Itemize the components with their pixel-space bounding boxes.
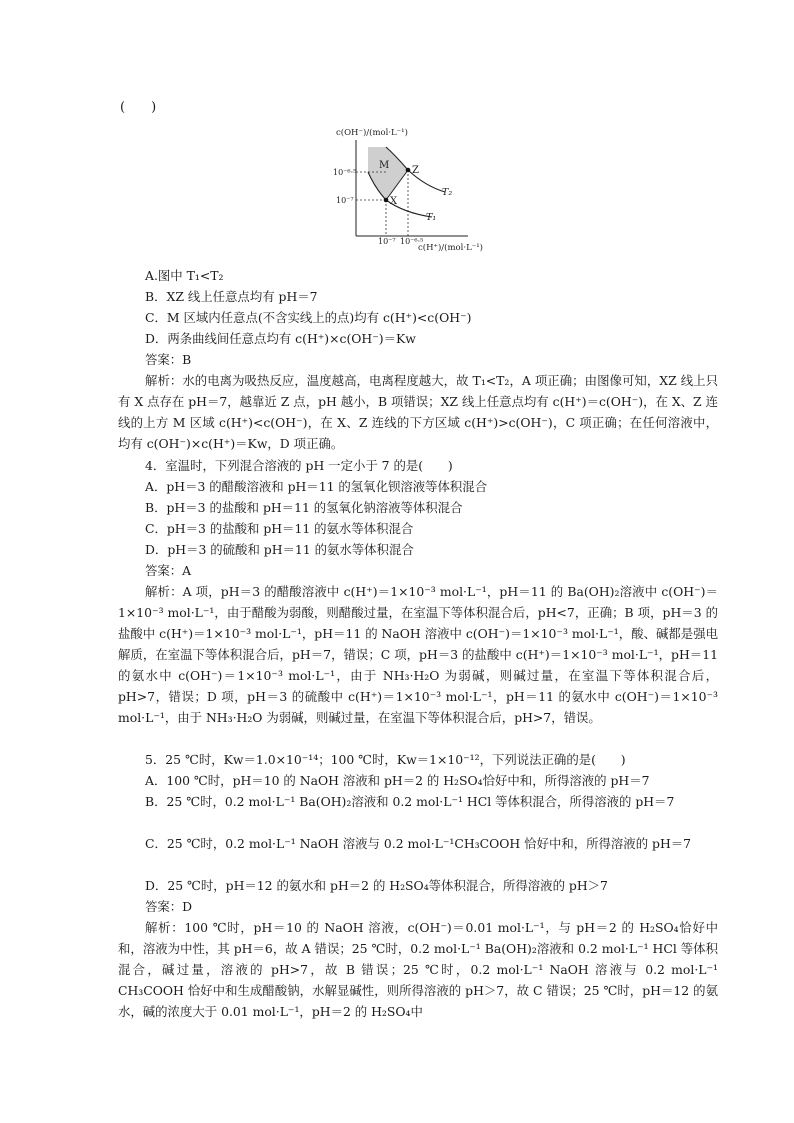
- label-z: Z: [412, 165, 419, 176]
- y-axis-label: c(OH⁻)/(mol·L⁻¹): [336, 128, 408, 138]
- region-m: [368, 147, 408, 200]
- q5-answer: 答案：D: [145, 899, 193, 914]
- q4-answer: 答案：A: [145, 563, 192, 578]
- q5-option-a: A．100 ℃时，pH＝10 的 NaOH 溶液和 pH＝2 的 H₂SO₄恰好中和，所得溶液的 pH＝7: [145, 773, 650, 788]
- q4-analysis: 解析：A 项，pH＝3 的醋酸溶液中 c(H⁺)＝1×10⁻³ mol·L⁻¹，pH＝11 的 Ba(OH)₂溶液中 c(OH⁻)＝1×10⁻³ mol·L⁻¹，由于醋酸为弱酸，则醋酸过量，在室温下等体积混合后，pH<7，正确；B 项，pH＝3 的盐酸中 c(H⁺)＝1×10⁻³ mol·L⁻¹，pH＝11 的 NaOH 溶液中 c(OH⁻)＝1×10⁻³ mol·L⁻¹，酸、碱都是强电解质，在室温下等体积混合后，pH＝7，错误；C 项，pH＝3 的盐酸中 c(H⁺)＝1×10⁻³ mol·L⁻¹，pH＝11 的氨水中 c(OH⁻)＝1×10⁻³ mol·L⁻¹，由于 NH₃·H₂O 为弱碱，则碱过量，在室温下等体积混合后，pH>7，错误；D 项，pH＝3 的硫酸中 c(H⁺)＝1×10⁻³ mol·L⁻¹，pH＝11 的氨水中 c(OH⁻)＝1×10⁻³ mol·L⁻¹，由于 NH₃·H₂O 为弱碱，则碱过量，在室温下等体积混合后，pH>7，错误。: [118, 584, 718, 725]
- water-ionization-diagram: [300, 120, 500, 255]
- label-m: M: [379, 160, 390, 171]
- q5-option-b: B．25 ℃时，0.2 mol·L⁻¹ Ba(OH)₂溶液和 0.2 mol·L⁻¹ HCl 等体积混合，所得溶液的 pH＝7: [145, 794, 675, 809]
- point-z: [406, 168, 411, 173]
- q3-answer: 答案：B: [145, 352, 192, 367]
- y-tick-2: 10⁻⁷: [336, 196, 354, 205]
- x-tick-1: 10⁻⁷: [378, 237, 396, 246]
- q3-option-a: A.图中 T₁<T₂: [145, 268, 224, 283]
- point-x: [384, 198, 389, 203]
- q3-option-d: D．两条曲线间任意点均有 c(H⁺)×c(OH⁻)＝Kw: [145, 331, 416, 346]
- q3-analysis: 解析：水的电离为吸热反应，温度越高，电离程度越大，故 T₁<T₂，A 项正确；由图像可知，XZ 线上只有 X 点存在 pH＝7，越靠近 Z 点，pH 越小，B 项错误；XZ 线上任意点均有 c(H⁺)＝c(OH⁻)，在 X、Z 连线的上方 M 区域 c(H⁺)<c(OH⁻)，在 X、Z 连线的下方区域 c(H⁺)>c(OH⁻)，C 项正确；在任何溶液中，均有 c(OH⁻)×c(H⁺)＝Kw，D 项正确。: [118, 373, 718, 451]
- q5-option-c: C．25 ℃时，0.2 mol·L⁻¹ NaOH 溶液与 0.2 mol·L⁻¹CH₃COOH 恰好中和，所得溶液的 pH＝7: [145, 836, 692, 851]
- q4-option-c: C．pH＝3 的盐酸和 pH＝11 的氨水等体积混合: [145, 521, 414, 536]
- q5-stem: 5．25 ℃时，Kw＝1.0×10⁻¹⁴；100 ℃时，Kw＝1×10⁻¹²，下列说法正确的是( ): [145, 752, 626, 767]
- q4-option-a: A．pH＝3 的醋酸溶液和 pH＝11 的氢氧化钡溶液等体积混合: [145, 479, 488, 494]
- q3-option-c: C．M 区域内任意点(不含实线上的点)均有 c(H⁺)<c(OH⁻): [145, 310, 472, 325]
- label-t1: T₁: [426, 212, 437, 223]
- q4-stem: 4．室温时，下列混合溶液的 pH 一定小于 7 的是( ): [145, 458, 453, 473]
- q5-analysis: 解析：100 ℃时，pH＝10 的 NaOH 溶液，c(OH⁻)＝0.01 mol·L⁻¹，与 pH＝2 的 H₂SO₄恰好中和，溶液为中性，其 pH＝6，故 A 错误；25 ℃时，0.2 mol·L⁻¹ Ba(OH)₂溶液和 0.2 mol·L⁻¹ HCl 等体积混合，碱过量，溶液的 pH>7，故 B 错误；25 ℃时，0.2 mol·L⁻¹ NaOH 溶液与 0.2 mol·L⁻¹ CH₃COOH 恰好中和生成醋酸钠，水解显碱性，则所得溶液的 pH＞7，故 C 错误；25 ℃时，pH＝12 的氨水，碱的浓度大于 0.01 mol·L⁻¹，pH＝2 的 H₂SO₄中: [118, 920, 718, 1019]
- q3-option-b: B．XZ 线上任意点均有 pH＝7: [145, 289, 318, 304]
- x-tick-2: 10⁻⁶·⁵: [400, 237, 424, 246]
- question-bracket: ( ): [120, 100, 157, 115]
- q4-option-d: D．pH＝3 的硫酸和 pH＝11 的氨水等体积混合: [145, 542, 414, 557]
- q4-option-b: B．pH＝3 的盐酸和 pH＝11 的氢氧化钠溶液等体积混合: [145, 500, 463, 515]
- x-axis-label: c(H⁺)/(mol·L⁻¹): [418, 243, 483, 253]
- y-tick-1: 10⁻⁶·⁵: [333, 168, 357, 177]
- label-t2: T₂: [442, 187, 453, 198]
- q5-option-d: D．25 ℃时，pH＝12 的氨水和 pH＝2 的 H₂SO₄等体积混合，所得溶液的 pH＞7: [145, 878, 608, 893]
- label-x: X: [390, 196, 398, 207]
